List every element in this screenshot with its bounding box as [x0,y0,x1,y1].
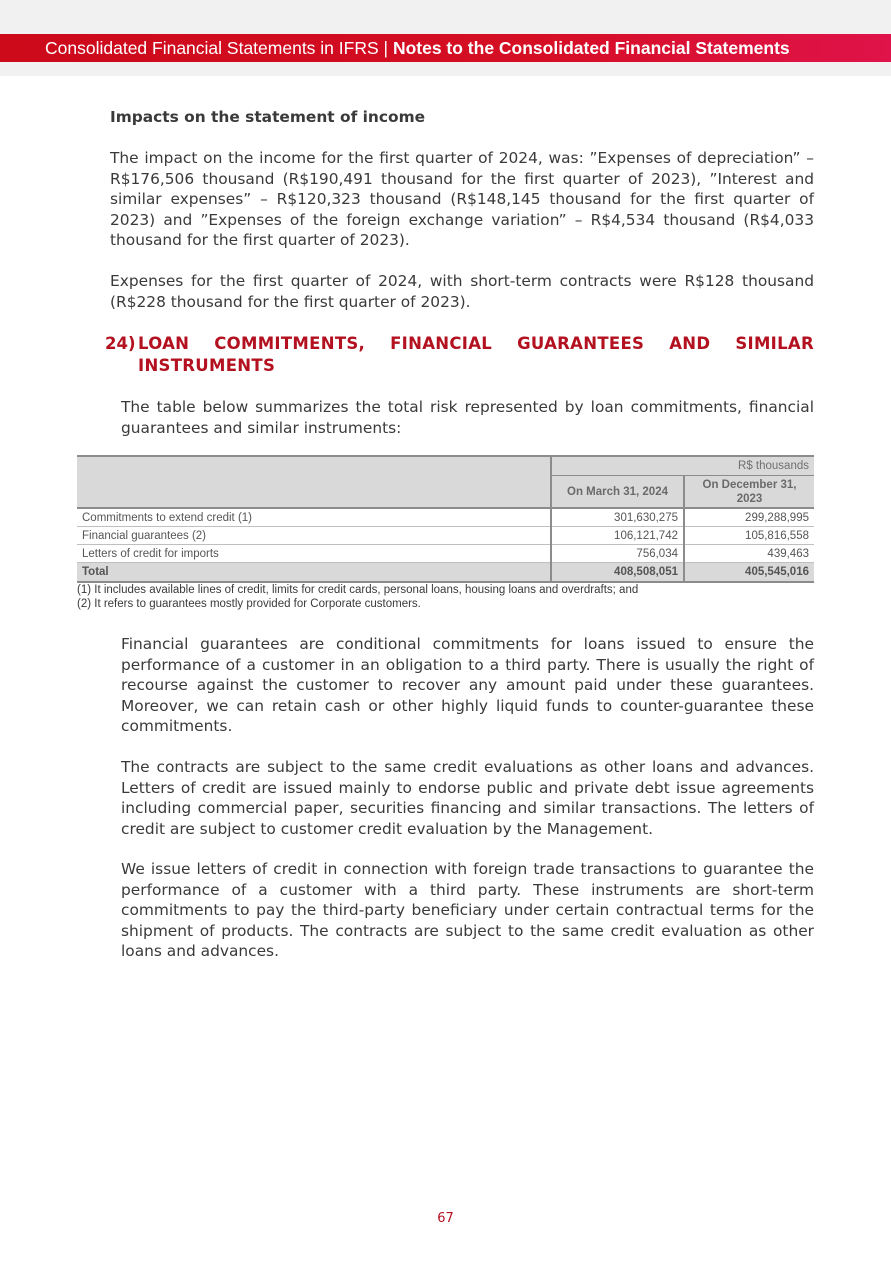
footnote-2: (2) It refers to guarantees mostly provided for Corporate customers. [77,598,421,610]
income-impact-paragraph: The impact on the income for the first quarter of 2024, was: ”Expenses of depreciation” – R$176,506 thousand (R$190,491 thousand for the first quarter of 2023), ”Interest and similar expenses” – R$120,323 thousand (R$148,145 thousand for the first quarter of 2023) and ”Expenses of the foreign exchange variation” – R$4,534 thousand (R$4,033 thousand for the first quarter of 2023). [110,149,814,249]
table-footnotes [77,583,638,611]
table-header-label [77,476,551,509]
header-document-title: Consolidated Financial Statements in IFRS [45,38,379,58]
row-label: Letters of credit for imports [77,545,551,563]
row-value-december-2023: 105,816,558 [684,527,814,545]
row-value-march-2024: 106,121,742 [551,527,684,545]
table-row [77,545,814,563]
header-section-title: Notes to the Consolidated Financial Statements [392,38,790,58]
row-value-december-2023: 299,288,995 [684,508,814,527]
income-impact-heading: Impacts on the statement of income [110,108,426,126]
section-number: 24) [105,334,136,353]
column-header-march-2024: On March 31, 2024 [551,476,684,509]
financial-guarantees-paragraph: Financial guarantees are conditional commitments for loans issued to ensure the performance of a customer in an obligation to a third party. There is usually the right of recourse against the customer to recover any amount paid under these guarantees. Moreover, we can retain cash or other highly liquid funds to counter-guarantee these commitments. [121,635,814,735]
table-header-blank [77,456,551,476]
table-total-row [77,563,814,583]
footnote-1: (1) It includes available lines of credit, limits for credit cards, personal loans, housing loans and overdrafts; and [77,584,639,596]
short-term-contracts-paragraph: Expenses for the first quarter of 2024, with short-term contracts were R$128 thousand (R$228 thousand for the first quarter of 2023). [110,272,814,311]
table-units-row [77,456,814,476]
row-value-march-2024: 301,630,275 [551,508,684,527]
total-value-march-2024: 408,508,051 [551,563,684,583]
loan-commitments-table [77,455,814,583]
table-header-row [77,476,814,509]
section-title: LOAN COMMITMENTS, FINANCIAL GUARANTEES AND SIMILAR INSTRUMENTS [138,334,814,375]
header-separator: | [383,38,389,58]
total-value-december-2023: 405,545,016 [684,563,814,583]
table-row [77,527,814,545]
row-label: Commitments to extend credit (1) [77,508,551,527]
total-label: Total [77,563,551,583]
table-row [77,508,814,527]
page-number: 67 [437,1211,454,1226]
section-intro: The table below summarizes the total risk represented by loan commitments, financial guarantees and similar instruments: [121,398,814,437]
header-spacer [0,62,891,76]
page-header [0,34,891,62]
row-value-march-2024: 756,034 [551,545,684,563]
row-value-december-2023: 439,463 [684,545,814,563]
credit-evaluation-paragraph: The contracts are subject to the same credit evaluations as other loans and advances. Letters of credit are issued mainly to endorse public and private debt issue agreements including commercial paper, securities financing and similar transactions. The letters of credit are subject to customer credit evaluation by the Management. [121,758,814,838]
row-label: Financial guarantees (2) [77,527,551,545]
table-units: R$ thousands [551,456,814,476]
top-margin [0,0,891,34]
column-header-december-2023: On December 31, 2023 [684,476,814,509]
letters-of-credit-paragraph: We issue letters of credit in connection with foreign trade transactions to guarantee the performance of a customer with a third party. These instruments are short-term commitments to pay the third-party beneficiary under certain contractual terms for the shipment of products. The contracts are subject to the same credit evaluation as other loans and advances. [121,860,814,960]
